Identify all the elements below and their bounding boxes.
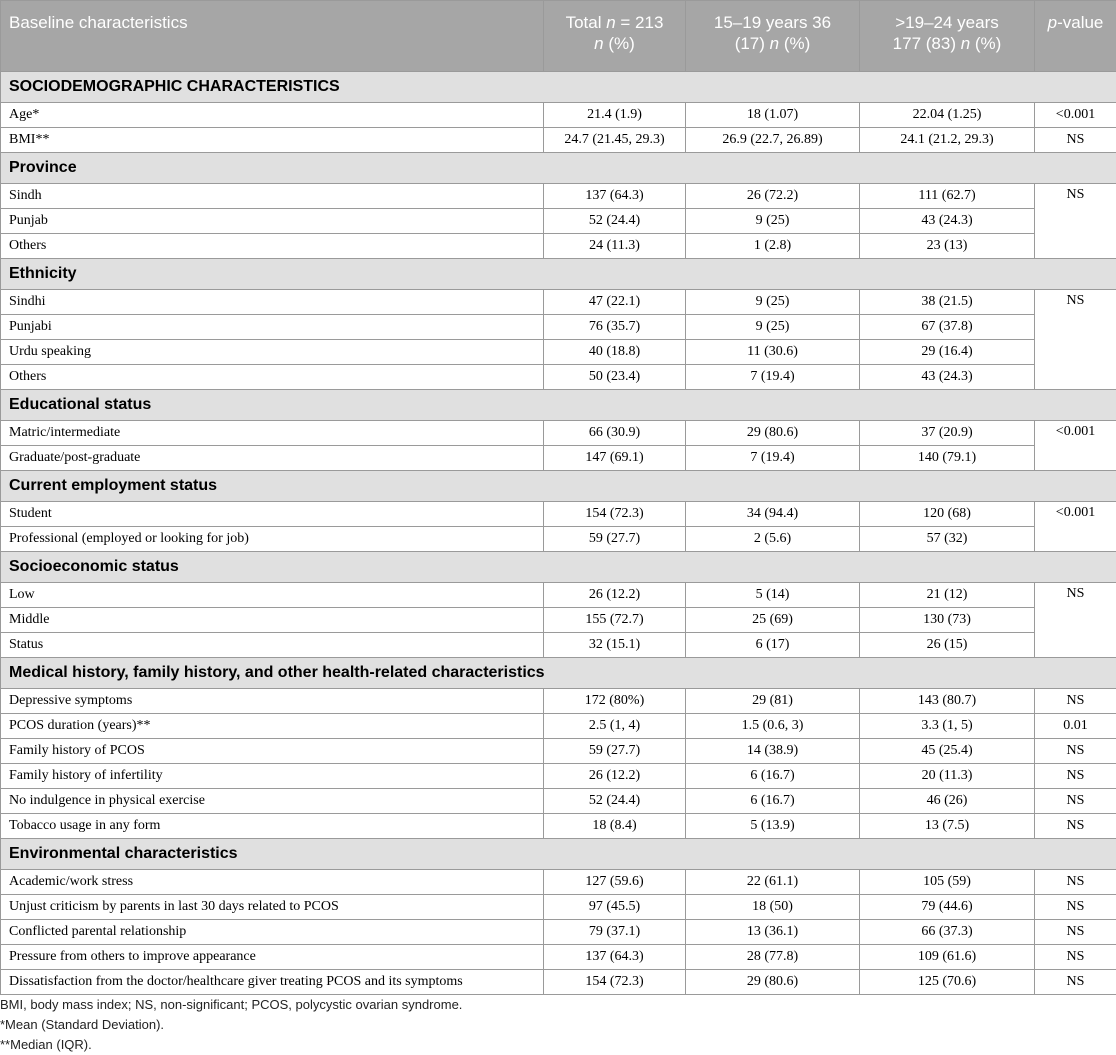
table-row xyxy=(1,920,1116,945)
cell-age-15-19: 7 (19.4) xyxy=(686,365,860,390)
row-label: Academic/work stress xyxy=(1,870,544,895)
footnote-abbreviations: BMI, body mass index; NS, non-significant; PCOS, polycystic ovarian syndrome. xyxy=(0,995,462,1015)
header-age-19-24: >19–24 years 177 (83) n (%) xyxy=(860,1,1035,72)
cell-age-19-24: 66 (37.3) xyxy=(860,920,1035,945)
section-title: Medical history, family history, and other health-related characteristics xyxy=(1,658,1116,689)
cell-total: 50 (23.4) xyxy=(544,365,686,390)
table-row xyxy=(1,583,1116,608)
row-label: Age* xyxy=(1,103,544,128)
cell-total: 147 (69.1) xyxy=(544,446,686,471)
footnote-mean: *Mean (Standard Deviation). xyxy=(0,1015,462,1035)
cell-age-19-24: 46 (26) xyxy=(860,789,1035,814)
cell-total: 2.5 (1, 4) xyxy=(544,714,686,739)
cell-total: 26 (12.2) xyxy=(544,764,686,789)
cell-age-19-24: 125 (70.6) xyxy=(860,970,1035,995)
cell-age-15-19: 25 (69) xyxy=(686,608,860,633)
cell-age-19-24: 109 (61.6) xyxy=(860,945,1035,970)
cell-age-19-24: 37 (20.9) xyxy=(860,421,1035,446)
cell-age-19-24: 79 (44.6) xyxy=(860,895,1035,920)
cell-age-19-24: 20 (11.3) xyxy=(860,764,1035,789)
table-row xyxy=(1,527,1116,552)
footnote-median: **Median (IQR). xyxy=(0,1035,462,1055)
cell-age-15-19: 5 (13.9) xyxy=(686,814,860,839)
section-title: SOCIODEMOGRAPHIC CHARACTERISTICS xyxy=(1,72,1116,103)
cell-total: 137 (64.3) xyxy=(544,184,686,209)
header-p-value: p-value xyxy=(1035,1,1116,72)
cell-p-value: NS xyxy=(1035,920,1116,945)
cell-total: 24 (11.3) xyxy=(544,234,686,259)
table-row xyxy=(1,970,1116,995)
row-label: Dissatisfaction from the doctor/healthcare giver treating PCOS and its symptoms xyxy=(1,970,544,995)
section-header-row xyxy=(1,153,1116,184)
cell-age-15-19: 6 (16.7) xyxy=(686,764,860,789)
cell-p-value: NS xyxy=(1035,870,1116,895)
table-row xyxy=(1,446,1116,471)
cell-total: 154 (72.3) xyxy=(544,970,686,995)
table-row xyxy=(1,184,1116,209)
cell-p-value: <0.001 xyxy=(1035,103,1116,128)
cell-age-19-24: 26 (15) xyxy=(860,633,1035,658)
row-label: Urdu speaking xyxy=(1,340,544,365)
row-label: Sindhi xyxy=(1,290,544,315)
cell-total: 52 (24.4) xyxy=(544,209,686,234)
section-title: Current employment status xyxy=(1,471,1116,502)
section-title: Ethnicity xyxy=(1,259,1116,290)
row-label: Family history of PCOS xyxy=(1,739,544,764)
section-header-row xyxy=(1,390,1116,421)
cell-age-15-19: 14 (38.9) xyxy=(686,739,860,764)
cell-age-19-24: 143 (80.7) xyxy=(860,689,1035,714)
cell-age-19-24: 22.04 (1.25) xyxy=(860,103,1035,128)
table-row xyxy=(1,714,1116,739)
cell-total: 26 (12.2) xyxy=(544,583,686,608)
cell-age-15-19: 5 (14) xyxy=(686,583,860,608)
row-label: Tobacco usage in any form xyxy=(1,814,544,839)
cell-total: 52 (24.4) xyxy=(544,789,686,814)
row-label: Status xyxy=(1,633,544,658)
cell-age-15-19: 18 (1.07) xyxy=(686,103,860,128)
cell-age-19-24: 130 (73) xyxy=(860,608,1035,633)
cell-age-19-24: 140 (79.1) xyxy=(860,446,1035,471)
cell-age-15-19: 13 (36.1) xyxy=(686,920,860,945)
section-header-row xyxy=(1,259,1116,290)
table-row xyxy=(1,502,1116,527)
header-age-15-19: 15–19 years 36 (17) n (%) xyxy=(686,1,860,72)
row-label: PCOS duration (years)** xyxy=(1,714,544,739)
cell-age-15-19: 2 (5.6) xyxy=(686,527,860,552)
cell-total: 59 (27.7) xyxy=(544,739,686,764)
table-row xyxy=(1,870,1116,895)
cell-p-value: NS xyxy=(1035,290,1116,390)
cell-age-19-24: 43 (24.3) xyxy=(860,365,1035,390)
cell-p-value: NS xyxy=(1035,945,1116,970)
table-row xyxy=(1,234,1116,259)
cell-age-19-24: 111 (62.7) xyxy=(860,184,1035,209)
cell-total: 66 (30.9) xyxy=(544,421,686,446)
table-row xyxy=(1,689,1116,714)
section-header-row xyxy=(1,658,1116,689)
table-row xyxy=(1,739,1116,764)
cell-age-15-19: 11 (30.6) xyxy=(686,340,860,365)
row-label: Others xyxy=(1,234,544,259)
header-characteristics: Baseline characteristics xyxy=(1,1,544,72)
table-row xyxy=(1,128,1116,153)
cell-age-15-19: 1.5 (0.6, 3) xyxy=(686,714,860,739)
cell-age-15-19: 29 (81) xyxy=(686,689,860,714)
row-label: Graduate/post-graduate xyxy=(1,446,544,471)
cell-age-19-24: 3.3 (1, 5) xyxy=(860,714,1035,739)
cell-p-value: NS xyxy=(1035,739,1116,764)
table-row xyxy=(1,290,1116,315)
cell-age-19-24: 13 (7.5) xyxy=(860,814,1035,839)
section-header-row xyxy=(1,552,1116,583)
cell-total: 127 (59.6) xyxy=(544,870,686,895)
cell-total: 59 (27.7) xyxy=(544,527,686,552)
section-header-row xyxy=(1,839,1116,870)
cell-age-19-24: 38 (21.5) xyxy=(860,290,1035,315)
cell-age-15-19: 26 (72.2) xyxy=(686,184,860,209)
cell-age-15-19: 1 (2.8) xyxy=(686,234,860,259)
cell-age-15-19: 9 (25) xyxy=(686,209,860,234)
cell-p-value: <0.001 xyxy=(1035,502,1116,552)
cell-total: 79 (37.1) xyxy=(544,920,686,945)
cell-p-value: 0.01 xyxy=(1035,714,1116,739)
cell-age-15-19: 29 (80.6) xyxy=(686,421,860,446)
header-total: Total n = 213 n (%) xyxy=(544,1,686,72)
cell-total: 40 (18.8) xyxy=(544,340,686,365)
section-title: Province xyxy=(1,153,1116,184)
table-row xyxy=(1,315,1116,340)
cell-p-value: NS xyxy=(1035,814,1116,839)
row-label: BMI** xyxy=(1,128,544,153)
row-label: Low xyxy=(1,583,544,608)
section-header-row xyxy=(1,72,1116,103)
cell-age-15-19: 7 (19.4) xyxy=(686,446,860,471)
cell-total: 97 (45.5) xyxy=(544,895,686,920)
cell-age-15-19: 9 (25) xyxy=(686,290,860,315)
row-label: Conflicted parental relationship xyxy=(1,920,544,945)
row-label: Punjabi xyxy=(1,315,544,340)
cell-age-19-24: 29 (16.4) xyxy=(860,340,1035,365)
table-row xyxy=(1,421,1116,446)
cell-total: 32 (15.1) xyxy=(544,633,686,658)
cell-total: 154 (72.3) xyxy=(544,502,686,527)
section-title: Educational status xyxy=(1,390,1116,421)
cell-p-value: NS xyxy=(1035,789,1116,814)
cell-age-19-24: 57 (32) xyxy=(860,527,1035,552)
cell-age-15-19: 6 (16.7) xyxy=(686,789,860,814)
cell-total: 21.4 (1.9) xyxy=(544,103,686,128)
cell-total: 47 (22.1) xyxy=(544,290,686,315)
cell-p-value: NS xyxy=(1035,128,1116,153)
table-header xyxy=(1,1,1116,72)
cell-p-value: NS xyxy=(1035,764,1116,789)
row-label: Pressure from others to improve appearance xyxy=(1,945,544,970)
table-row xyxy=(1,814,1116,839)
cell-total: 76 (35.7) xyxy=(544,315,686,340)
cell-p-value: NS xyxy=(1035,970,1116,995)
cell-age-15-19: 9 (25) xyxy=(686,315,860,340)
cell-age-15-19: 22 (61.1) xyxy=(686,870,860,895)
cell-p-value: NS xyxy=(1035,895,1116,920)
row-label: Family history of infertility xyxy=(1,764,544,789)
row-label: No indulgence in physical exercise xyxy=(1,789,544,814)
cell-age-15-19: 28 (77.8) xyxy=(686,945,860,970)
section-title: Socioeconomic status xyxy=(1,552,1116,583)
table-row xyxy=(1,209,1116,234)
cell-age-15-19: 29 (80.6) xyxy=(686,970,860,995)
table-row xyxy=(1,608,1116,633)
table-row xyxy=(1,895,1116,920)
table-row xyxy=(1,340,1116,365)
cell-age-19-24: 21 (12) xyxy=(860,583,1035,608)
cell-age-19-24: 67 (37.8) xyxy=(860,315,1035,340)
table-row xyxy=(1,764,1116,789)
cell-p-value: NS xyxy=(1035,184,1116,259)
cell-age-15-19: 34 (94.4) xyxy=(686,502,860,527)
cell-total: 137 (64.3) xyxy=(544,945,686,970)
row-label: Student xyxy=(1,502,544,527)
cell-total: 18 (8.4) xyxy=(544,814,686,839)
table-row xyxy=(1,633,1116,658)
cell-age-19-24: 43 (24.3) xyxy=(860,209,1035,234)
table-row xyxy=(1,103,1116,128)
table-body xyxy=(1,72,1116,995)
row-label: Depressive symptoms xyxy=(1,689,544,714)
cell-age-19-24: 120 (68) xyxy=(860,502,1035,527)
cell-age-15-19: 26.9 (22.7, 26.89) xyxy=(686,128,860,153)
table-row xyxy=(1,789,1116,814)
table-row xyxy=(1,945,1116,970)
row-label: Sindh xyxy=(1,184,544,209)
cell-age-19-24: 45 (25.4) xyxy=(860,739,1035,764)
cell-age-19-24: 24.1 (21.2, 29.3) xyxy=(860,128,1035,153)
row-label: Matric/intermediate xyxy=(1,421,544,446)
footnotes xyxy=(0,995,462,1055)
cell-total: 172 (80%) xyxy=(544,689,686,714)
section-header-row xyxy=(1,471,1116,502)
cell-age-19-24: 105 (59) xyxy=(860,870,1035,895)
row-label: Punjab xyxy=(1,209,544,234)
cell-p-value: <0.001 xyxy=(1035,421,1116,471)
cell-p-value: NS xyxy=(1035,689,1116,714)
cell-age-19-24: 23 (13) xyxy=(860,234,1035,259)
row-label: Others xyxy=(1,365,544,390)
cell-age-15-19: 6 (17) xyxy=(686,633,860,658)
row-label: Middle xyxy=(1,608,544,633)
cell-p-value: NS xyxy=(1035,583,1116,658)
section-title: Environmental characteristics xyxy=(1,839,1116,870)
cell-total: 155 (72.7) xyxy=(544,608,686,633)
table-row xyxy=(1,365,1116,390)
row-label: Professional (employed or looking for job) xyxy=(1,527,544,552)
cell-age-15-19: 18 (50) xyxy=(686,895,860,920)
cell-total: 24.7 (21.45, 29.3) xyxy=(544,128,686,153)
row-label: Unjust criticism by parents in last 30 days related to PCOS xyxy=(1,895,544,920)
